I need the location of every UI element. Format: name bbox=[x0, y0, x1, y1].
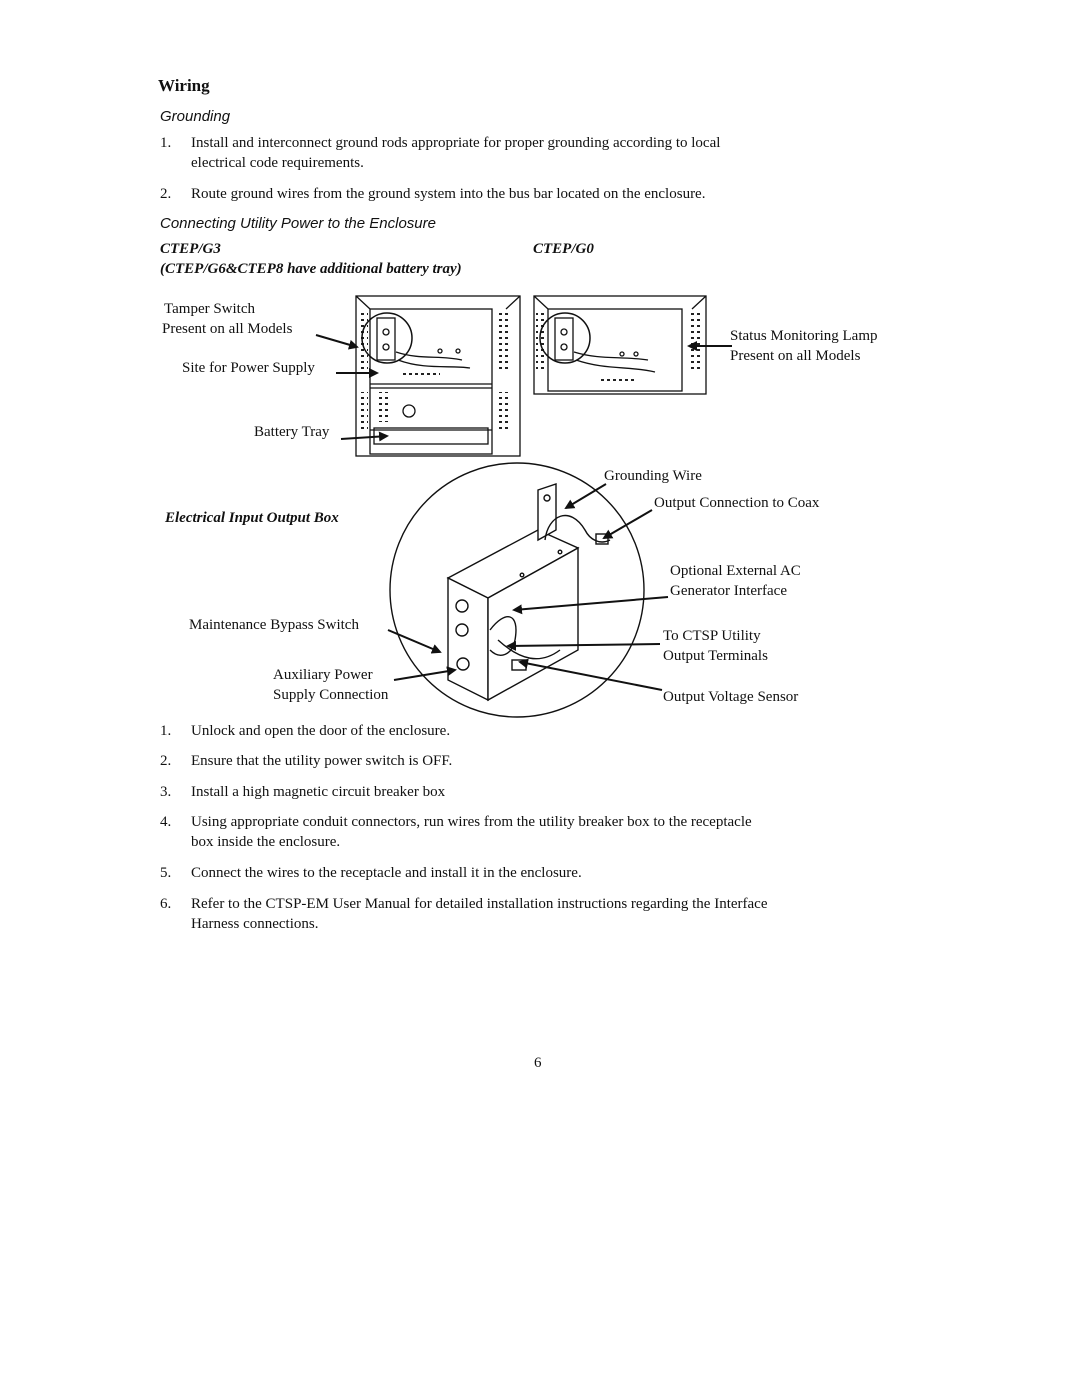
procedure-step: 6. Refer to the CTSP-EM User Manual for detailed installation instructions regarding the Interface Harness connections. bbox=[160, 896, 768, 932]
label-eio-box: Electrical Input Output Box bbox=[165, 510, 339, 526]
section-title: Wiring bbox=[158, 76, 210, 95]
label-tamper-models: Present on all Models bbox=[162, 321, 293, 337]
label-voltage-sensor: Output Voltage Sensor bbox=[663, 689, 799, 705]
procedure-step: 2. Ensure that the utility power switch is OFF. bbox=[160, 753, 453, 769]
procedure-step: 5. Connect the wires to the receptacle and install it in the enclosure. bbox=[160, 865, 582, 881]
procedure-step: 4. Using appropriate conduit connectors, run wires from the utility breaker box to the receptacle box inside the enclosure. bbox=[160, 814, 752, 850]
label-optional-ac: Optional External AC bbox=[670, 563, 801, 579]
enclosure-g3 bbox=[356, 296, 520, 456]
model-left: CTEP/G3 bbox=[160, 241, 221, 257]
label-tamper-switch: Tamper Switch bbox=[164, 301, 256, 317]
step-number: 1. bbox=[160, 135, 172, 151]
label-status-lamp: Status Monitoring Lamp bbox=[730, 328, 878, 344]
grounding-heading: Grounding bbox=[160, 108, 231, 125]
procedure-step: 3. Install a high magnetic circuit breaker box bbox=[160, 784, 446, 800]
label-supply-connection: Supply Connection bbox=[273, 687, 389, 703]
label-site-power: Site for Power Supply bbox=[182, 360, 315, 376]
label-output-coax: Output Connection to Coax bbox=[654, 495, 820, 511]
label-generator: Generator Interface bbox=[670, 583, 787, 599]
procedure-step: 1. Unlock and open the door of the enclosure. bbox=[160, 723, 451, 739]
label-status-models: Present on all Models bbox=[730, 348, 861, 364]
label-output-terminals: Output Terminals bbox=[663, 648, 768, 664]
label-battery-tray: Battery Tray bbox=[254, 424, 330, 440]
enclosure-g0 bbox=[534, 296, 706, 394]
label-aux-power: Auxiliary Power bbox=[273, 667, 373, 683]
label-ctsp-utility: To CTSP Utility bbox=[663, 628, 761, 644]
model-note: (CTEP/G6&CTEP8 have additional battery tray) bbox=[160, 261, 462, 277]
utility-heading: Connecting Utility Power to the Enclosure bbox=[160, 215, 436, 232]
model-right: CTEP/G0 bbox=[533, 241, 594, 257]
step-text: Route ground wires from the ground system into the bus bar located on the enclosure. bbox=[191, 186, 706, 202]
step-text: Install and interconnect ground rods appropriate for proper grounding according to local electrical code requirements. bbox=[191, 135, 721, 171]
label-grounding-wire: Grounding Wire bbox=[604, 468, 702, 484]
label-bypass-switch: Maintenance Bypass Switch bbox=[189, 617, 359, 633]
page-number: 6 bbox=[534, 1055, 542, 1071]
step-number: 2. bbox=[160, 186, 172, 202]
